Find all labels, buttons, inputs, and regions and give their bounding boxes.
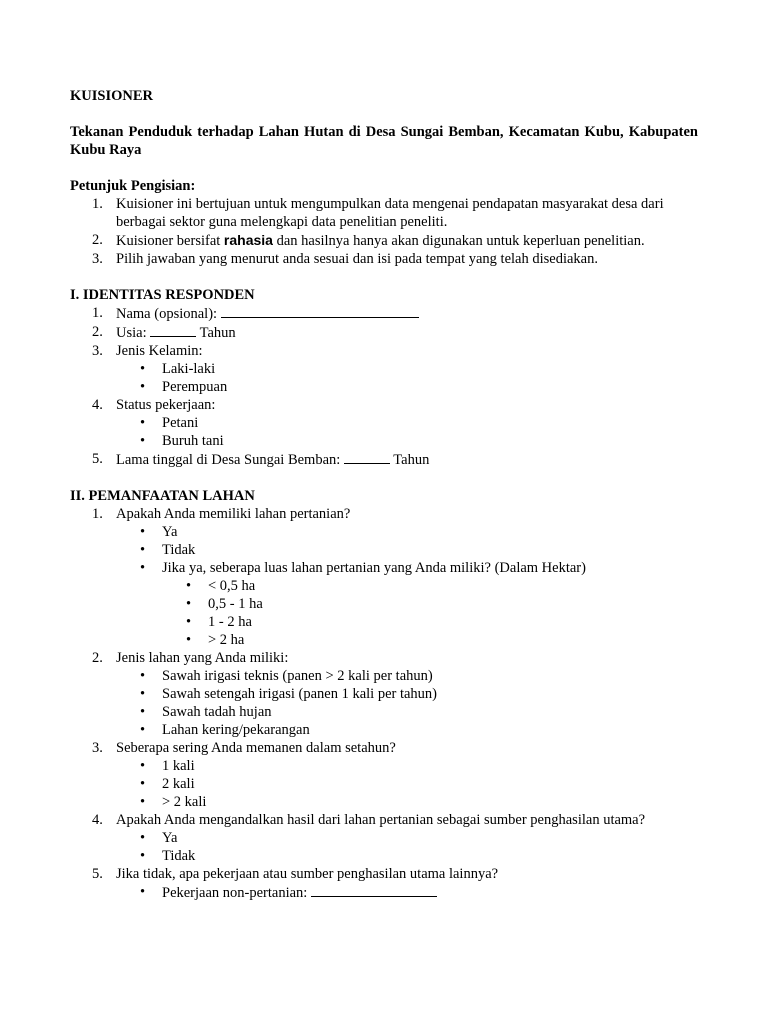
option-item[interactable]: • Sawah irigasi teknis (panen > 2 kali per tahun) — [70, 667, 698, 685]
section-pemanfaatan-list-cont — [70, 811, 698, 829]
status-pekerjaan-options — [70, 414, 698, 450]
question-pekerjaan-lain — [70, 865, 698, 883]
penghasilan-utama-options — [70, 829, 698, 865]
question-suffix: Tahun — [196, 325, 236, 341]
instruction-item — [70, 195, 698, 231]
question-label: Apakah Anda memiliki lahan pertanian? — [116, 506, 351, 522]
option-item — [70, 883, 698, 902]
option-item[interactable]: • > 2 ha — [70, 631, 698, 649]
item-number: 1. — [92, 196, 103, 212]
item-number: 4. — [92, 812, 103, 828]
question-label: Status pekerjaan: — [116, 397, 216, 413]
luas-lahan-options — [70, 577, 698, 649]
question-label: Nama (opsional): — [116, 306, 221, 322]
instruction-text-post: dan hasilnya hanya akan digunakan untuk keperluan penelitian. — [272, 233, 645, 249]
document-title: KUISIONER — [70, 88, 153, 104]
nama-blank-field[interactable] — [221, 304, 419, 318]
question-jenis-lahan — [70, 649, 698, 667]
option-item[interactable]: • Petani — [70, 414, 698, 432]
question-suffix: Tahun — [389, 452, 430, 468]
option-item[interactable]: • > 2 kali — [70, 793, 698, 811]
question-status-pekerjaan — [70, 396, 698, 414]
question-nama — [70, 304, 698, 323]
item-number: 1. — [92, 305, 103, 321]
instruction-item — [70, 250, 698, 268]
jenis-kelamin-options — [70, 360, 698, 396]
option-item[interactable]: • Laki-laki — [70, 360, 698, 378]
instruction-item — [70, 231, 698, 250]
pekerjaan-non-pertanian-blank-field[interactable] — [311, 883, 437, 897]
item-number: 2. — [92, 650, 103, 666]
question-label: Apakah Anda mengandalkan hasil dari lahan pertanian sebagai sumber penghasilan utama? — [116, 812, 646, 828]
item-number: 2. — [92, 324, 103, 340]
item-number: 5. — [92, 866, 103, 882]
section-pemanfaatan-list — [70, 505, 698, 523]
question-frekuensi-panen — [70, 739, 698, 757]
option-label: Pekerjaan non-pertanian: — [162, 885, 311, 901]
option-item[interactable]: • 1 - 2 ha — [70, 613, 698, 631]
question-label: Jenis lahan yang Anda miliki: — [116, 650, 289, 666]
question-usia — [70, 323, 698, 342]
lahan-pertanian-options — [70, 523, 698, 577]
question-label: Usia: — [116, 325, 151, 341]
section-identitas-list-cont — [70, 450, 698, 469]
option-item[interactable]: • Sawah tadah hujan — [70, 703, 698, 721]
section-pemanfaatan-list-cont — [70, 739, 698, 757]
document-subtitle: Tekanan Penduduk terhadap Lahan Hutan di Desa Sungai Bemban, Kecamatan Kubu, Kabupaten Kubu Raya — [70, 124, 698, 158]
pekerjaan-lain-options — [70, 883, 698, 902]
option-item[interactable]: • Ya — [70, 523, 698, 541]
section-identitas-heading: I. IDENTITAS RESPONDEN — [70, 287, 255, 303]
lama-tinggal-blank-field[interactable] — [344, 450, 390, 464]
option-item[interactable]: • Lahan kering/pekarangan — [70, 721, 698, 739]
question-jenis-kelamin — [70, 342, 698, 360]
question-label: Jenis Kelamin: — [116, 343, 203, 359]
instructions-heading: Petunjuk Pengisian: — [70, 178, 196, 194]
item-number: 4. — [92, 397, 103, 413]
option-item[interactable]: • 1 kali — [70, 757, 698, 775]
option-item[interactable]: • Buruh tani — [70, 432, 698, 450]
option-item[interactable]: • Tidak — [70, 847, 698, 865]
section-identitas-list-cont — [70, 396, 698, 414]
question-label: Seberapa sering Anda memanen dalam setahun? — [116, 740, 396, 756]
option-item: • Jika ya, seberapa luas lahan pertanian yang Anda miliki? (Dalam Hektar) — [70, 559, 698, 577]
instruction-bold-word: rahasia — [223, 232, 273, 248]
section-pemanfaatan-list-cont — [70, 865, 698, 883]
option-item[interactable]: • Perempuan — [70, 378, 698, 396]
item-number: 3. — [92, 251, 103, 267]
option-item[interactable]: • 2 kali — [70, 775, 698, 793]
section-pemanfaatan-list-cont — [70, 649, 698, 667]
question-label: Jika tidak, apa pekerjaan atau sumber penghasilan utama lainnya? — [116, 866, 499, 882]
option-item[interactable]: • Sawah setengah irigasi (panen 1 kali per tahun) — [70, 685, 698, 703]
instruction-text: Kuisioner ini bertujuan untuk mengumpulkan data mengenai pendapatan masyarakat desa dari berbagai sektor guna melengkapi data penelitian peneliti. — [116, 196, 664, 230]
item-number: 2. — [92, 232, 103, 248]
question-label: Lama tinggal di Desa Sungai Bemban: — [116, 452, 344, 468]
item-number: 1. — [92, 506, 103, 522]
jenis-lahan-options — [70, 667, 698, 739]
question-lama-tinggal — [70, 450, 698, 469]
instructions-list — [70, 195, 698, 268]
question-penghasilan-utama — [70, 811, 698, 829]
section-pemanfaatan-heading: II. PEMANFAATAN LAHAN — [70, 488, 255, 504]
option-item[interactable]: • 0,5 - 1 ha — [70, 595, 698, 613]
option-item[interactable]: • Tidak — [70, 541, 698, 559]
question-lahan-pertanian — [70, 505, 698, 523]
item-number: 5. — [92, 451, 103, 467]
instruction-text-pre: Kuisioner bersifat — [116, 233, 224, 249]
instruction-text: Pilih jawaban yang menurut anda sesuai dan isi pada tempat yang telah disediakan. — [116, 251, 598, 267]
item-number: 3. — [92, 740, 103, 756]
usia-blank-field[interactable] — [150, 323, 196, 337]
option-item[interactable]: • Ya — [70, 829, 698, 847]
option-item[interactable]: • < 0,5 ha — [70, 577, 698, 595]
item-number: 3. — [92, 343, 103, 359]
section-identitas-list — [70, 304, 698, 360]
frekuensi-panen-options — [70, 757, 698, 811]
